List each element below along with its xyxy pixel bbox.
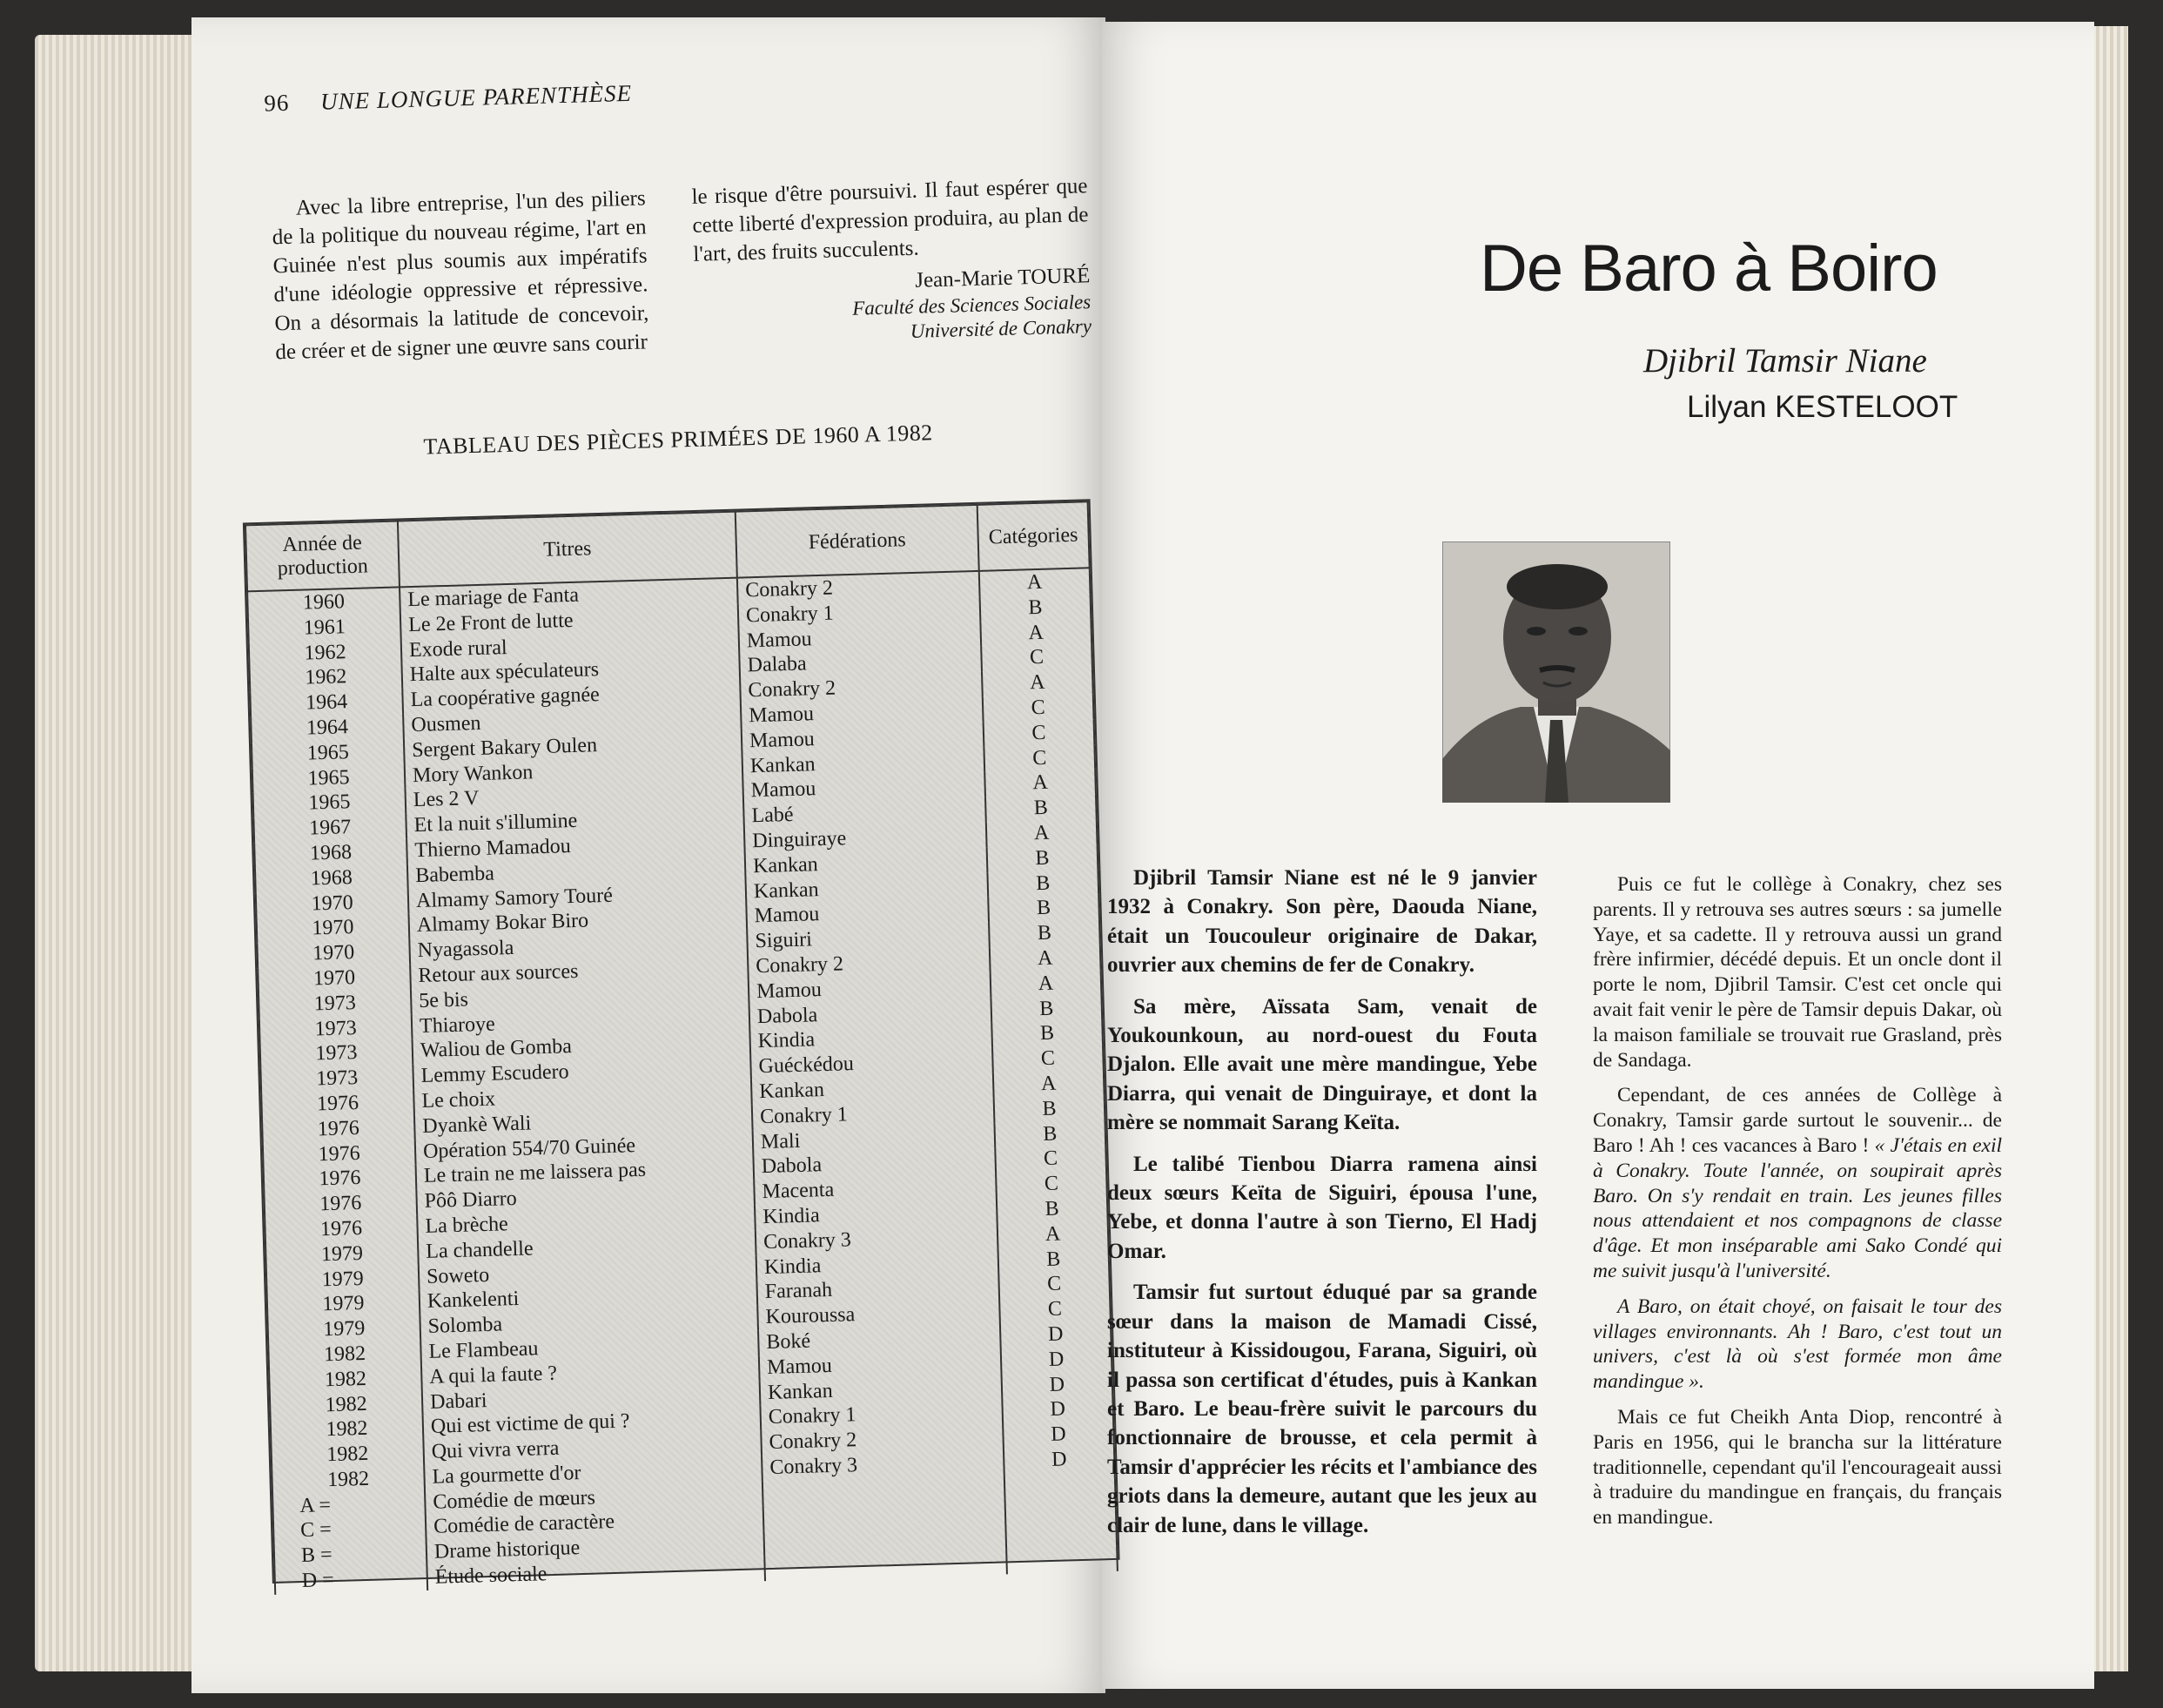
col2-paragraph-4: Mais ce fut Cheikh Anta Diop, rencontré à Paris en 1956, qui le brancha sur la littérature traditionnelle, cependant qu'il l'encourageait aussi à traduire du mandingue en français, du français en mandingue.: [1593, 1405, 2002, 1530]
intro-column-1: Avec la libre entreprise, l'un des piliers de la politique du nouveau régime, l'art en Guinée n'est plus soumis aux impératifs d'une idéologie oppressive et répressive. On a désormais la latitude de concevoir, de créer et de signer une œuvre sans courir: [272, 186, 649, 365]
author-portrait-photo: [1442, 541, 1670, 803]
cell-federation: Mamou: [741, 697, 984, 730]
cell-year: 1970: [258, 964, 411, 993]
cell-category: A: [980, 619, 1092, 647]
cell-year: 1979: [266, 1265, 420, 1294]
cell-federation: Conakry 1: [760, 1399, 1003, 1431]
cell-category: B: [987, 870, 1098, 898]
cell-year: 1982: [271, 1415, 424, 1444]
cell-federation: Conakry 2: [748, 948, 991, 980]
cell-title: Kankelenti: [420, 1281, 758, 1315]
cell-category: C: [983, 694, 1094, 722]
cell-year: 1979: [267, 1315, 420, 1344]
article-column-2: [1593, 872, 2002, 1541]
cell-title: La brèche: [417, 1205, 756, 1240]
cell-category: A: [986, 819, 1098, 847]
cell-title: Soweto: [419, 1255, 757, 1290]
col1-paragraph: Djibril Tamsir Niane est né le 9 janvier 1932 à Conakry. Son père, Daouda Niane, était un Toucouleur originaire de Dakar, ouvrier aux chemins de fer de Conakry.: [1107, 866, 1537, 978]
cell-year: 1964: [250, 689, 403, 718]
cell-year: 1970: [257, 914, 410, 944]
cell-category: B: [991, 995, 1102, 1023]
article-title: De Baro à Boiro: [1480, 232, 1938, 306]
cell-federation: Conakry 3: [756, 1223, 998, 1255]
cell-title: Le train ne me laissera pas: [416, 1155, 755, 1190]
cell-category: B: [987, 844, 1098, 872]
legend-empty: [1005, 1521, 1117, 1549]
cell-title: Dabari: [422, 1381, 761, 1415]
cell-federation: Kankan: [760, 1374, 1003, 1406]
cell-federation: Dabola: [753, 1148, 996, 1180]
cell-category: C: [984, 744, 1095, 772]
cell-year: 1982: [269, 1365, 422, 1395]
cell-year: 1976: [264, 1189, 417, 1219]
cell-title: Pôô Diarro: [416, 1180, 755, 1214]
cell-title: Qui vivra verra: [423, 1430, 762, 1465]
signature-affiliation-2: Université de Conakry: [910, 315, 1092, 342]
cell-year: 1979: [265, 1240, 419, 1269]
cell-federation: Kindia: [755, 1198, 998, 1230]
cell-title: Thiaroye: [412, 1005, 750, 1039]
cell-federation: Mamou: [749, 972, 991, 1005]
cell-title: Sergent Bakary Oulen: [404, 729, 742, 763]
cell-category: B: [994, 1095, 1105, 1123]
cell-federation: Conakry 2: [761, 1424, 1004, 1456]
cell-year: 1960: [247, 587, 400, 617]
cell-category: C: [995, 1145, 1106, 1173]
cell-title: Le 2e Front de lutte: [400, 603, 739, 638]
cell-category: A: [979, 568, 1091, 596]
cell-year: 1970: [256, 889, 409, 918]
cell-title: Lemmy Escudero: [413, 1055, 751, 1090]
legend-key: B =: [274, 1540, 427, 1570]
cell-year: 1961: [248, 613, 401, 642]
legend-empty: [1006, 1546, 1118, 1574]
cell-category: B: [985, 794, 1097, 822]
page-number: 96: [264, 89, 290, 117]
cell-federation: Mamou: [738, 622, 981, 654]
cell-year: 1976: [262, 1114, 415, 1144]
cell-title: Almamy Bokar Biro: [408, 904, 747, 939]
cell-federation: Mamou: [742, 772, 985, 804]
cell-year: 1968: [254, 838, 407, 868]
cell-title: La coopérative gagnée: [402, 679, 741, 714]
cell-category: B: [991, 1019, 1103, 1047]
cell-title: Ousmen: [403, 704, 742, 739]
cell-title: Waliou de Gomba: [413, 1030, 751, 1065]
cell-federation: Kindia: [749, 1023, 992, 1055]
cell-federation: Dalaba: [739, 647, 982, 679]
cell-title: Opération 554/70 Guinée: [415, 1130, 754, 1165]
cell-year: 1979: [267, 1289, 420, 1319]
intro-column-2: [691, 171, 1092, 350]
cell-federation: Dabola: [749, 998, 992, 1030]
cell-title: Nyagassola: [409, 930, 748, 965]
cell-title: Le mariage de Fanta: [400, 578, 738, 614]
cell-year: 1982: [272, 1465, 425, 1495]
header-category: Catégories: [977, 501, 1090, 571]
cell-year: 1976: [265, 1214, 418, 1244]
cell-title: Les 2 V: [405, 779, 743, 814]
cell-federation: Conakry 1: [738, 597, 981, 629]
legend-key: A =: [272, 1490, 426, 1520]
col2-paragraph-3: A Baro, on était choyé, on faisait le tour des villages environnants. Ah ! Baro, c'est tout un univers, c'est là où s'est formée mon âme mandingue ».: [1593, 1294, 2002, 1394]
table-title: TABLEAU DES PIÈCES PRIMÉES DE 1960 A 1982: [423, 420, 934, 460]
cell-title: Solomba: [420, 1305, 758, 1340]
cell-federation: Dinguiraye: [744, 823, 987, 855]
cell-category: B: [997, 1195, 1108, 1223]
cell-year: 1970: [257, 938, 410, 968]
cell-year: 1973: [259, 989, 412, 1019]
cell-category: B: [994, 1120, 1105, 1148]
cell-year: 1982: [268, 1340, 421, 1369]
cell-federation: Conakry 2: [740, 672, 983, 704]
cell-category: C: [999, 1295, 1111, 1323]
cell-title: Le choix: [413, 1079, 752, 1114]
signature-affiliation-1: Faculté des Sciences Sociales: [851, 291, 1092, 319]
cell-category: A: [984, 770, 1096, 797]
article-column-1: [1107, 864, 1537, 1552]
cell-title: Retour aux sources: [410, 954, 749, 989]
cell-federation: Macenta: [754, 1173, 997, 1206]
cell-year: 1976: [263, 1140, 416, 1169]
cell-category: C: [984, 719, 1095, 747]
cell-year: 1973: [259, 1014, 413, 1044]
cell-category: B: [988, 895, 1099, 923]
signature-name: Jean-Marie TOURÉ: [914, 264, 1091, 293]
cell-year: 1973: [260, 1039, 413, 1069]
cell-category: C: [998, 1270, 1110, 1298]
cell-title: A qui la faute ?: [421, 1355, 760, 1390]
cell-federation: Guéckédou: [750, 1048, 993, 1080]
legend-key: D =: [274, 1565, 427, 1595]
cell-category: D: [1004, 1446, 1115, 1474]
cell-category: A: [993, 1070, 1105, 1098]
running-head-title: UNE LONGUE PARENTHÈSE: [319, 79, 633, 115]
col2-paragraph-2-intro: Cependant, de ces années de Collège à Conakry, Tamsir garde surtout le souvenir... de Baro ! Ah ! ces vacances à Baro !: [1593, 1084, 2002, 1157]
cell-category: C: [992, 1045, 1104, 1073]
cell-category: A: [982, 669, 1093, 696]
cell-year: 1962: [249, 638, 402, 668]
cell-title: Babemba: [407, 854, 746, 889]
col1-paragraph: Le talibé Tienbou Diarra ramena ainsi deux sœurs Keïta de Siguiri, épousa l'une, Yebe, et donna l'autre à son Tierno, El Hadj Omar.: [1107, 1152, 1537, 1263]
cell-year: 1982: [270, 1390, 423, 1420]
cell-category: D: [1000, 1321, 1112, 1348]
col1-paragraph: Sa mère, Aïssata Sam, venait de Youkounkoun, au nord-ouest du Fouta Djalon. Elle avait une mère mandingue, Yebe Diarra, qui venait de Dinguiraye, et dont la mère se nommait Sarang Keïta.: [1107, 994, 1537, 1135]
cell-title: Halte aux spéculateurs: [401, 654, 740, 689]
cell-title: Dyankè Wali: [414, 1105, 753, 1140]
cell-title: La chandelle: [418, 1230, 756, 1265]
cell-federation: Conakry 1: [752, 1098, 995, 1130]
cell-category: B: [998, 1246, 1109, 1274]
cell-federation: Mamou: [759, 1348, 1002, 1381]
cell-category: A: [991, 970, 1102, 998]
header-federation: Fédérations: [736, 505, 979, 578]
cell-federation: Mali: [753, 1123, 996, 1155]
cell-category: C: [981, 644, 1092, 672]
cell-category: B: [980, 594, 1092, 622]
table-body: [247, 568, 1118, 1594]
cell-year: 1976: [264, 1165, 417, 1194]
cell-title: Et la nuit s'illumine: [406, 804, 744, 839]
cell-year: 1965: [252, 763, 406, 793]
cell-year: 1973: [260, 1064, 413, 1093]
cell-year: 1968: [255, 864, 408, 893]
cell-title: Exode rural: [401, 629, 740, 663]
cell-category: B: [989, 919, 1100, 947]
cell-year: 1965: [253, 789, 406, 818]
legend-value: Étude sociale: [427, 1556, 765, 1590]
cell-federation: Kankan: [751, 1073, 994, 1106]
cell-title: Almamy Samory Touré: [408, 879, 747, 914]
author-name-2: Lilyan KESTELOOT: [1687, 390, 1958, 424]
cell-title: Le Flambeau: [420, 1330, 759, 1365]
col2-paragraph-2: [1593, 1083, 2002, 1283]
cell-category: C: [996, 1170, 1107, 1198]
cell-category: A: [990, 945, 1101, 972]
author-name-1: Djibril Tamsir Niane: [1643, 342, 1927, 380]
cell-category: D: [1002, 1395, 1113, 1423]
col2-paragraph-1: Puis ce fut le collège à Conakry, chez ses parents. Il y retrouva ses autres sœurs : sa jumelle Yaye, et sa cadette. Il y retrouva aussi un grand frère infirmier, décédé depuis. Et un oncle dont il porte le nom, Djibril Tamsir. C'est cet oncle qui avait fait venir le père de Tamsir depuis Dakar, où la maison familiale se trouvait rue Grasland, près de Sandaga.: [1593, 873, 2002, 1072]
cell-year: 1976: [261, 1089, 414, 1119]
cell-federation: Mamou: [742, 723, 984, 755]
header-title: Titres: [398, 512, 737, 588]
header-year: Année de production: [245, 521, 400, 591]
cell-category: D: [1001, 1346, 1112, 1374]
cell-federation: Faranah: [756, 1274, 999, 1306]
cell-title: Mory Wankon: [405, 754, 743, 789]
legend-empty: [1005, 1496, 1117, 1523]
legend-value: Drame historique: [427, 1530, 765, 1565]
legend-value: Comédie de caractère: [426, 1506, 764, 1541]
legend-key: C =: [273, 1516, 427, 1545]
cell-title: 5e bis: [411, 979, 749, 1014]
legend-value: Comédie de mœurs: [425, 1481, 763, 1516]
cell-category: D: [1003, 1421, 1114, 1449]
cell-federation: Kouroussa: [757, 1299, 1000, 1331]
cell-title: Qui est victime de qui ?: [423, 1406, 762, 1441]
cell-year: 1965: [252, 738, 405, 768]
cell-title: La gourmette d'or: [424, 1456, 762, 1490]
cell-federation: Labé: [743, 797, 986, 830]
legend-empty: [1004, 1471, 1116, 1499]
running-head: [264, 80, 632, 118]
cell-category: A: [998, 1220, 1109, 1248]
cell-year: 1962: [250, 663, 403, 693]
cell-federation: Kankan: [746, 872, 989, 904]
cell-title: Thierno Mamadou: [406, 829, 745, 864]
cell-category: D: [1002, 1370, 1113, 1398]
cell-federation: Kankan: [745, 847, 988, 879]
cell-year: 1967: [253, 814, 406, 844]
prize-table: [243, 499, 1120, 1593]
col2-quote: « J'étais en exil à Conakry. Toute l'année, on soupirait après Baro. On s'y rendait en train. Les jeunes filles nous attendaient et nos compagnons de classe d'âge. Et mon inséparable ami Sako Condé qui me suivit jusqu'à l'université.: [1593, 1133, 2002, 1282]
cell-federation: Kankan: [742, 747, 985, 779]
cell-federation: Conakry 2: [737, 571, 980, 604]
cell-federation: Boké: [758, 1323, 1001, 1355]
cell-year: 1964: [251, 713, 404, 743]
intro-column-2-text: le risque d'être poursuivi. Il faut espérer que cette liberté d'expression produira, au plan de l'art, des fruits succulents.: [691, 174, 1089, 266]
col1-paragraph: Tamsir fut surtout éduqué par sa grande sœur dans la maison de Mamadi Cissé, instituteur à Kissidougou, Farana, Siguiri, où il passa son certificat d'études, puis à Kankan et Baro. Le beau-frère suivit le parcours du fonctionnaire de brousse, et cela permit à Tamsir d'apprécier les récits et l'ambiance des griots dans la demeure, autant que les jeux au clair de lune, dans le village.: [1107, 1281, 1537, 1537]
cell-federation: Conakry 3: [762, 1449, 1004, 1481]
cell-federation: Mamou: [746, 898, 989, 930]
cell-federation: Siguiri: [747, 923, 990, 955]
cell-year: 1982: [271, 1440, 424, 1469]
cell-federation: Kindia: [756, 1248, 999, 1281]
